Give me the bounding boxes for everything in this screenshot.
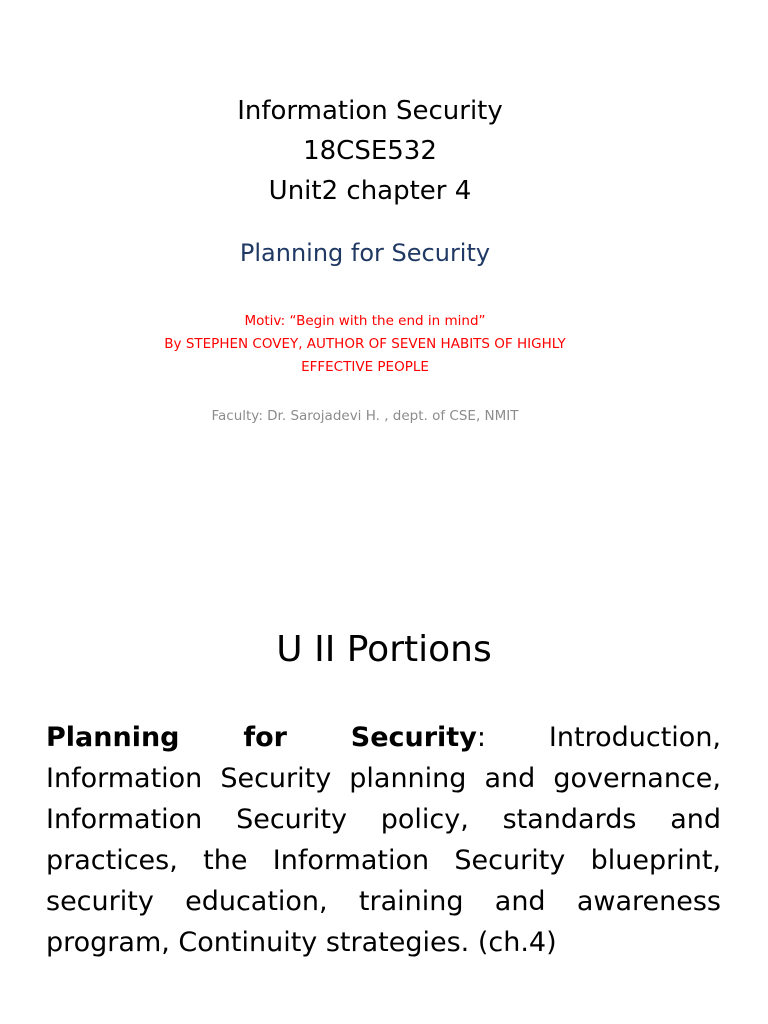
faculty-credit: Faculty: Dr. Sarojadevi H. , dept. of CSE, NMIT bbox=[211, 408, 519, 424]
course-code: 18CSE532 bbox=[303, 136, 437, 166]
course-title: Information Security bbox=[237, 96, 503, 126]
motive-line: Motiv: “Begin with the end in mind” bbox=[244, 313, 486, 329]
portions-heading: U II Portions bbox=[276, 629, 492, 670]
motive-attribution: By STEPHEN COVEY, AUTHOR OF SEVEN HABITS OF HIGHLY bbox=[164, 336, 566, 352]
slide-portions bbox=[0, 576, 768, 1024]
motive-attribution-continued: EFFECTIVE PEOPLE bbox=[301, 359, 429, 375]
unit-chapter: Unit2 chapter 4 bbox=[268, 176, 472, 206]
portions-bold-lead: Planning for Security bbox=[46, 722, 477, 753]
document-title bbox=[0, 91, 740, 211]
chapter-subtitle: Planning for Security bbox=[239, 239, 491, 267]
portions-text: : Introduction, Information Security planning and governance, Information Security policy, standards and practices, the Information Security blueprint, security education, training and awareness program, Continuity strategies. (ch.4) bbox=[46, 722, 722, 958]
portions-paragraph bbox=[46, 717, 721, 963]
motive-quote bbox=[0, 310, 730, 379]
